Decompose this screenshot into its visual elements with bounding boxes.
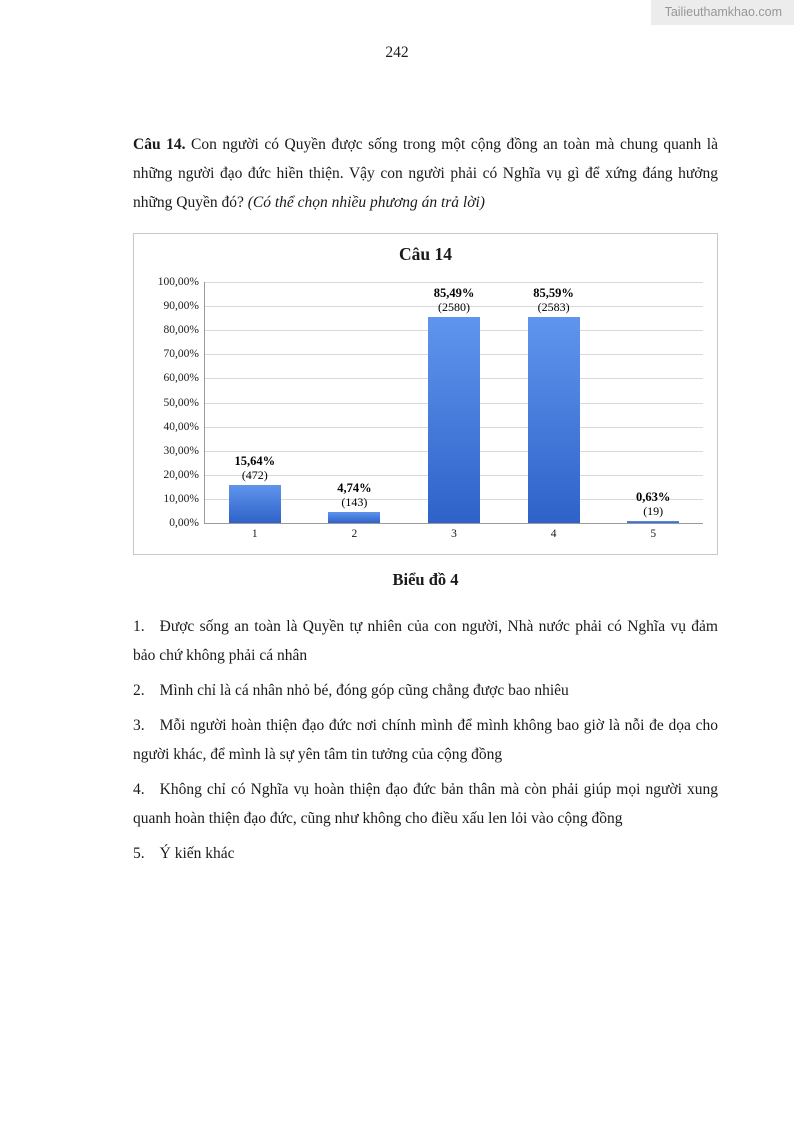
x-axis-tick-label: 2: [351, 528, 358, 540]
answer-text: Được sống an toàn là Quyền tự nhiên của con người, Nhà nước phải có Nghĩa vụ đảm bảo chứ không phải cá nhân: [133, 618, 718, 664]
chart-plot-area: [157, 276, 703, 540]
y-axis-tick-label: 30,00%: [163, 444, 199, 457]
page-content: [133, 130, 718, 874]
chart-gridline: [205, 282, 703, 283]
watermark: Tailieuthamkhao.com: [651, 0, 794, 25]
bar: [428, 317, 480, 523]
answer-text: Mình chỉ là cá nhân nhỏ bé, đóng góp cũng chẳng được bao nhiêu: [159, 682, 569, 699]
answer-item: [133, 839, 718, 868]
bar-percent-label: 85,59%: [533, 285, 574, 300]
bar-data-label: [195, 454, 315, 482]
bar-count-label: (2583): [537, 299, 570, 314]
bar-data-label: [294, 481, 414, 509]
bar-count-label: (19): [643, 504, 664, 519]
bar-data-label: [593, 490, 713, 518]
y-axis-tick-label: 20,00%: [163, 468, 199, 481]
bar-percent-label: 4,74%: [337, 480, 372, 495]
bar-percent-label: 15,64%: [234, 454, 276, 469]
y-axis-tick-label: 10,00%: [163, 492, 199, 505]
x-axis-tick-label: 4: [550, 528, 557, 540]
x-axis-tick-label: 1: [251, 528, 258, 540]
bar: [627, 521, 679, 523]
y-axis-tick-label: 100,00%: [157, 276, 199, 288]
page-number: 242: [385, 44, 409, 61]
answers-list: [133, 612, 718, 868]
answer-item: [133, 612, 718, 670]
chart-caption: Biểu đồ 4: [392, 570, 459, 589]
answer-item: [133, 775, 718, 833]
x-axis-tick-label: 5: [650, 528, 657, 540]
answer-item: [133, 676, 718, 705]
question-paragraph: [133, 130, 718, 217]
y-axis-tick-label: 0,00%: [169, 517, 199, 529]
answer-number: 3.: [133, 717, 145, 734]
y-axis-tick-label: 70,00%: [163, 348, 199, 361]
bar-percent-label: 0,63%: [636, 490, 671, 505]
answer-item: [133, 711, 718, 769]
y-axis-tick-label: 40,00%: [163, 420, 199, 433]
bar-count-label: (143): [341, 494, 368, 509]
answer-text: Mỗi người hoàn thiện đạo đức nơi chính mình để mình không bao giờ là nỗi đe dọa cho người khác, để mình là sự yên tâm tin tưởng của cộng đồng: [133, 717, 718, 763]
chart-title: Câu 14: [399, 244, 452, 264]
bar: [328, 512, 380, 523]
bar: [528, 317, 580, 523]
bar-count-label: (472): [241, 468, 268, 483]
bar-percent-label: 85,49%: [433, 285, 475, 300]
question-label: Câu 14.: [133, 136, 186, 153]
bar: [229, 485, 281, 523]
question-text: Con người có Quyền được sống trong một cộng đồng an toàn mà chung quanh là những người đạo đức hiền thiện. Vậy con người phải có Nghĩa vụ gì để xứng đáng hưởng những Quyền đó?: [133, 136, 718, 211]
answer-number: 4.: [133, 781, 145, 798]
bar-count-label: (2580): [438, 299, 470, 314]
y-axis-tick-label: 60,00%: [163, 372, 199, 385]
answer-number: 5.: [133, 845, 145, 862]
answer-text: Không chỉ có Nghĩa vụ hoàn thiện đạo đức bản thân mà còn phải giúp mọi người xung quanh hoàn thiện đạo đức, cũng như không cho điều xấu len lỏi vào cộng đồng: [133, 781, 718, 827]
answer-number: 2.: [133, 682, 145, 699]
y-axis-tick-label: 90,00%: [163, 300, 199, 313]
x-axis-tick-label: 3: [451, 528, 457, 540]
y-axis-tick-label: 80,00%: [163, 324, 199, 337]
answer-text: Ý kiến khác: [159, 845, 235, 862]
answer-number: 1.: [133, 618, 145, 635]
y-axis-tick-label: 50,00%: [163, 396, 199, 409]
bar-chart: [133, 233, 718, 555]
question-note: (Có thể chọn nhiều phương án trả lời): [247, 194, 485, 211]
bar-data-label: [494, 286, 614, 314]
